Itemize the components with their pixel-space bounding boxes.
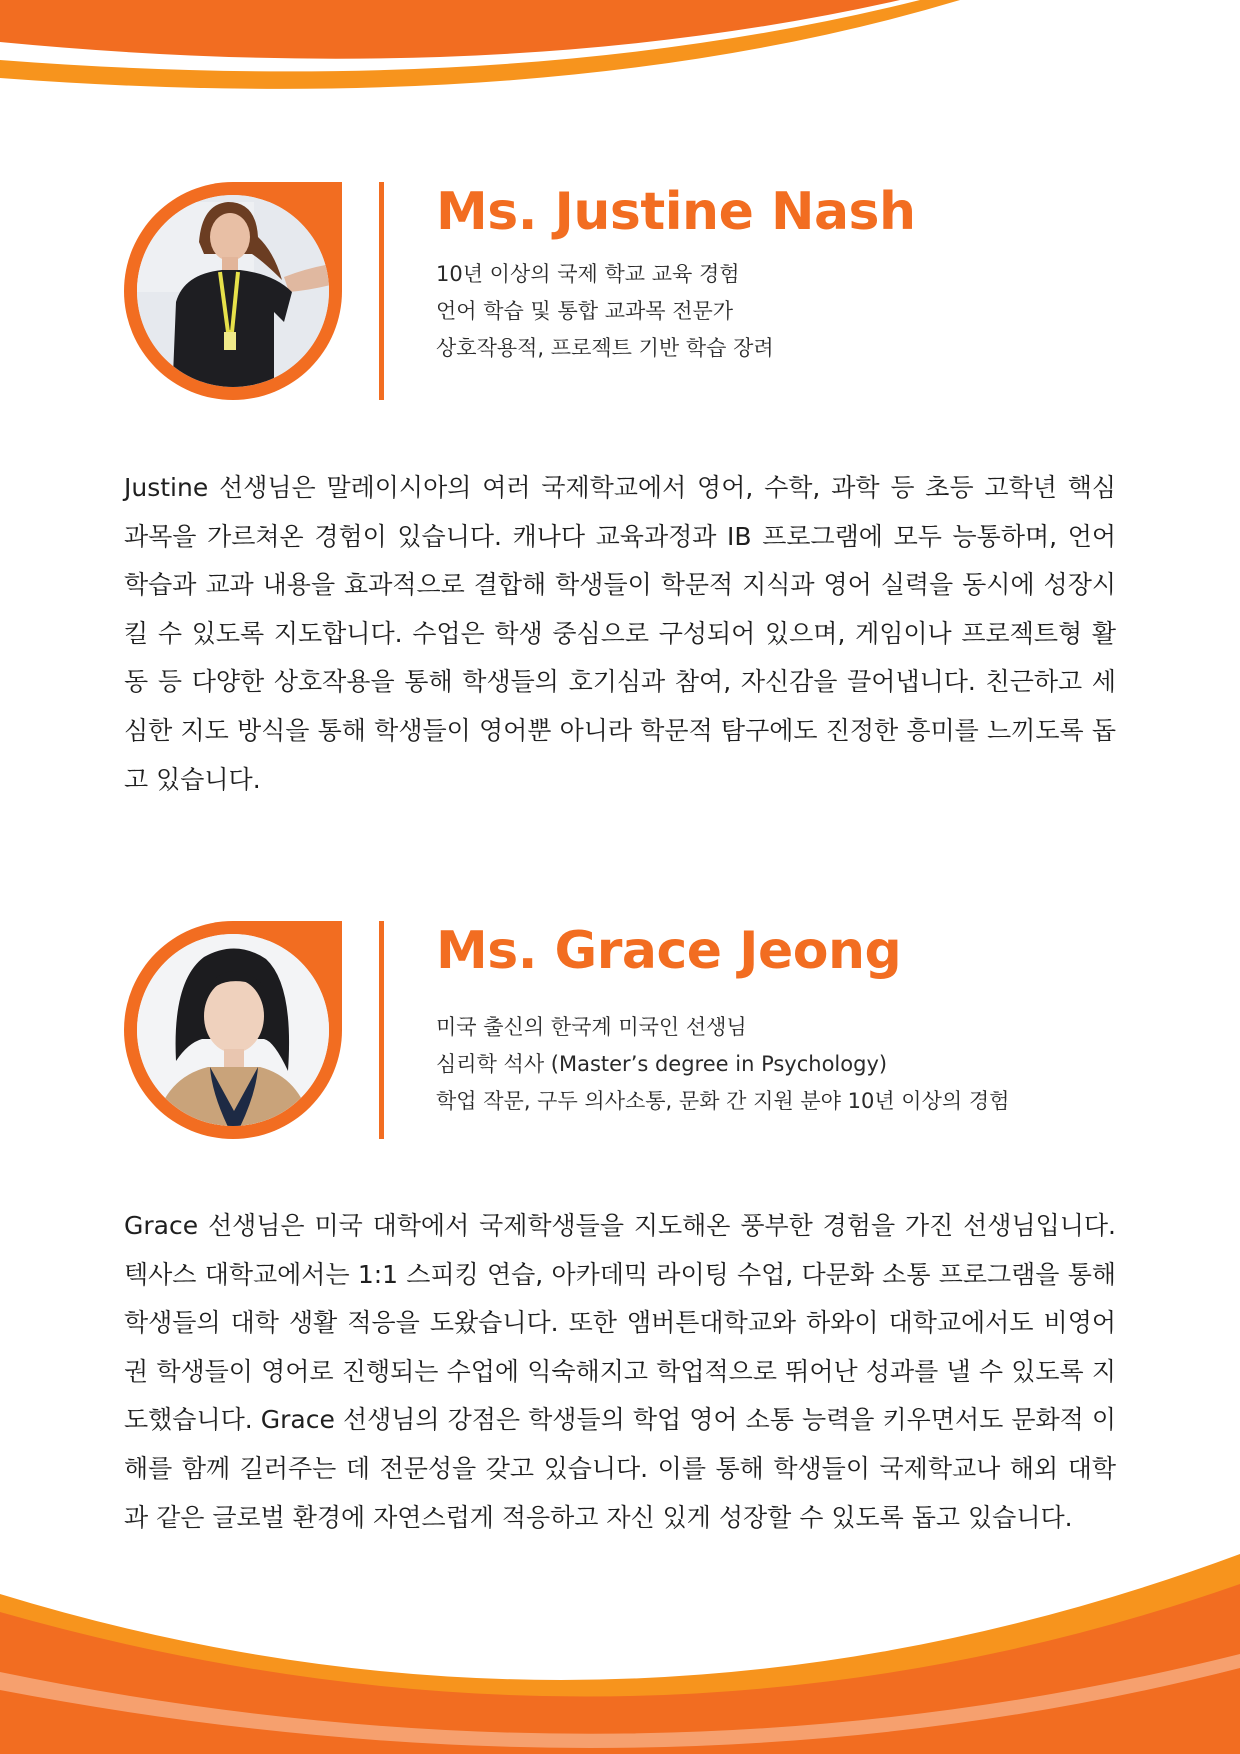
teacher-bio-justine: Justine 선생님은 말레이시아의 여러 국제학교에서 영어, 수학, 과학 등 초등 고학년 핵심 과목을 가르쳐온 경험이 있습니다. 캐나다 교육과정과 IB 프로그램에 모두 능통하며, 언어 학습과 교과 내용을 효과적으로 결합해 학생들이 학문적 지식과 영어 실력을 동시에 성장시킬 수 있도록 지도합니다. 수업은 학생 중심으로 구성되어 있으며, 게임이나 프로젝트형 활동 등 다양한 상호작용을 통해 학생들의 호기심과 참여, 자신감을 끌어냅니다. 친근하고 세심한 지도 방식을 통해 학생들이 영어뿐 아니라 학문적 탐구에도 진정한 흥미를 느끼도록 돕고 있습니다.: [124, 473, 1116, 794]
vertical-divider: [379, 921, 384, 1139]
vertical-divider: [379, 182, 384, 400]
portrait-photo-grace: [124, 921, 342, 1139]
teacher-bio-grace: Grace 선생님은 미국 대학에서 국제학생들을 지도해온 풍부한 경험을 가진 선생님입니다. 텍사스 대학교에서는 1:1 스피킹 연습, 아카데믹 라이팅 수업, 다문화 소통 프로그램을 통해 학생들의 대학 생활 적응을 도왔습니다. 또한 앰버튼대학교와 하와이 대학교에서도 비영어권 학생들이 영어로 진행되는 수업에 익숙해지고 학업적으로 뛰어난 성과를 낼 수 있도록 지도했습니다. Grace 선생님의 강점은 학생들의 학업 영어 소통 능력을 키우면서도 문화적 이해를 함께 길러주는 데 전문성을 갖고 있습니다. 이를 통해 학생들이 국제학교나 해외 대학과 같은 글로벌 환경에 자연스럽게 적응하고 자신 있게 성장할 수 있도록 돕고 있습니다.: [124, 1211, 1116, 1532]
highlight-item: 10년 이상의 국제 학교 교육 경험: [436, 262, 740, 286]
photo-frame: [124, 921, 342, 1139]
bottom-wave-decoration: [0, 1554, 1240, 1754]
teacher-name: Ms. Justine Nash: [436, 182, 916, 242]
highlight-item: 학업 작문, 구두 의사소통, 문화 간 지원 분야 10년 이상의 경험: [436, 1089, 1010, 1113]
highlight-item: 심리학 석사 (Master’s degree in Psychology): [436, 1052, 888, 1076]
photo-frame: [124, 182, 342, 400]
top-wave-decoration: [0, 0, 1240, 115]
teacher-name: Ms. Grace Jeong: [436, 921, 902, 981]
portrait-photo-justine: [124, 182, 342, 400]
bottom-wave-band-dark: [0, 1584, 1240, 1754]
highlight-item: 언어 학습 및 통합 교과목 전문가: [436, 299, 734, 323]
highlight-item: 미국 출신의 한국계 미국인 선생님: [436, 1015, 747, 1039]
teacher-highlights: [436, 1009, 1009, 1120]
highlight-item: 상호작용적, 프로젝트 기반 학습 장려: [436, 336, 774, 360]
teacher-highlights: [436, 256, 774, 367]
